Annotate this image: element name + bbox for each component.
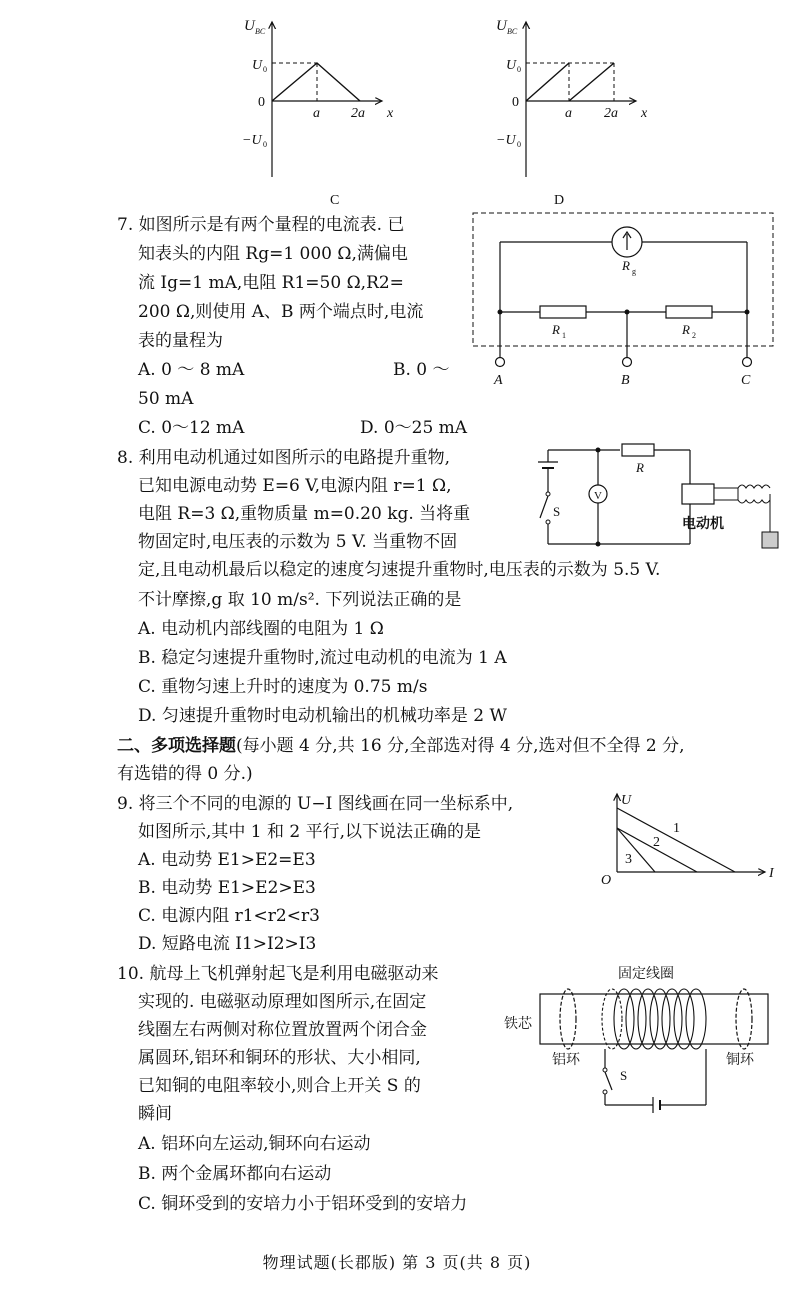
svg-text:I: I — [769, 866, 774, 881]
svg-text:U: U — [496, 18, 507, 34]
svg-text:2a: 2a — [604, 106, 618, 121]
svg-text:D: D — [554, 193, 565, 208]
svg-text:x: x — [387, 106, 394, 121]
terminal-c — [743, 358, 752, 367]
page-footer: 物理试题(长郡版) 第 3 页(共 8 页) — [262, 1253, 532, 1272]
svg-text:固定线圈: 固定线圈 — [618, 967, 674, 982]
svg-text:C: C — [741, 373, 751, 388]
svg-text:铝环: 铝环 — [552, 1053, 580, 1068]
svg-text:A: A — [494, 373, 503, 388]
svg-text:BC: BC — [507, 27, 518, 36]
svg-text:S: S — [620, 1068, 628, 1083]
resistor-r2 — [666, 306, 712, 318]
svg-text:2: 2 — [653, 835, 660, 850]
svg-text:0: 0 — [263, 140, 267, 149]
svg-text:2: 2 — [692, 331, 696, 340]
svg-text:0: 0 — [517, 65, 521, 74]
ammeter-circuit-figure — [470, 210, 780, 390]
line-1 — [617, 808, 735, 872]
svg-text:0: 0 — [512, 95, 519, 110]
weight-icon — [762, 532, 778, 548]
option-label: C — [330, 193, 340, 208]
svg-text:0: 0 — [263, 65, 267, 74]
terminal-a — [496, 358, 505, 367]
svg-text:铜环: 铜环 — [726, 1053, 754, 1068]
copper-ring — [736, 989, 752, 1049]
svg-text:1: 1 — [562, 331, 566, 340]
svg-text:电动机: 电动机 — [682, 517, 724, 532]
svg-text:g: g — [632, 267, 636, 276]
terminal-b — [623, 358, 632, 367]
svg-text:U: U — [506, 58, 517, 73]
graph-c — [230, 12, 410, 212]
svg-text:a: a — [313, 106, 320, 121]
svg-text:1: 1 — [673, 821, 680, 836]
motor-icon — [682, 484, 714, 504]
svg-text:O: O — [601, 873, 612, 888]
svg-text:B: B — [621, 373, 630, 388]
motor-circuit-figure — [530, 440, 780, 565]
svg-text:U: U — [252, 58, 263, 73]
svg-text:0: 0 — [258, 95, 265, 110]
ui-graph-figure — [595, 788, 785, 888]
svg-text:U: U — [621, 793, 632, 808]
svg-text:铁芯: 铁芯 — [504, 1017, 532, 1032]
aluminum-ring — [560, 989, 576, 1049]
svg-text:3: 3 — [625, 852, 632, 867]
svg-text:S: S — [553, 504, 561, 519]
resistor-r — [622, 444, 654, 456]
coil-icon — [602, 989, 706, 1049]
svg-text:R: R — [552, 322, 560, 337]
svg-text:x: x — [641, 106, 648, 121]
y-axis-label: U — [244, 18, 255, 34]
electromagnetic-drive-figure — [500, 960, 785, 1122]
svg-text:R: R — [622, 258, 630, 273]
switch-icon — [605, 1072, 612, 1090]
svg-text:V: V — [594, 490, 602, 502]
svg-text:R: R — [682, 322, 690, 337]
svg-text:2a: 2a — [351, 106, 365, 121]
svg-text:R: R — [636, 460, 644, 475]
graph-d — [484, 12, 664, 212]
switch-icon — [540, 496, 548, 518]
line-3 — [617, 828, 655, 872]
svg-text:−U: −U — [242, 133, 262, 148]
resistor-r1 — [540, 306, 586, 318]
section-heading: 二、多项选择题(每小题 4 分,共 16 分,全部选对得 4 分,选对但不全得 2 分, — [117, 736, 685, 756]
svg-text:−U: −U — [496, 133, 516, 148]
svg-text:BC: BC — [255, 27, 266, 36]
svg-text:0: 0 — [517, 140, 521, 149]
svg-text:a: a — [565, 106, 572, 121]
graph-line — [272, 63, 360, 101]
